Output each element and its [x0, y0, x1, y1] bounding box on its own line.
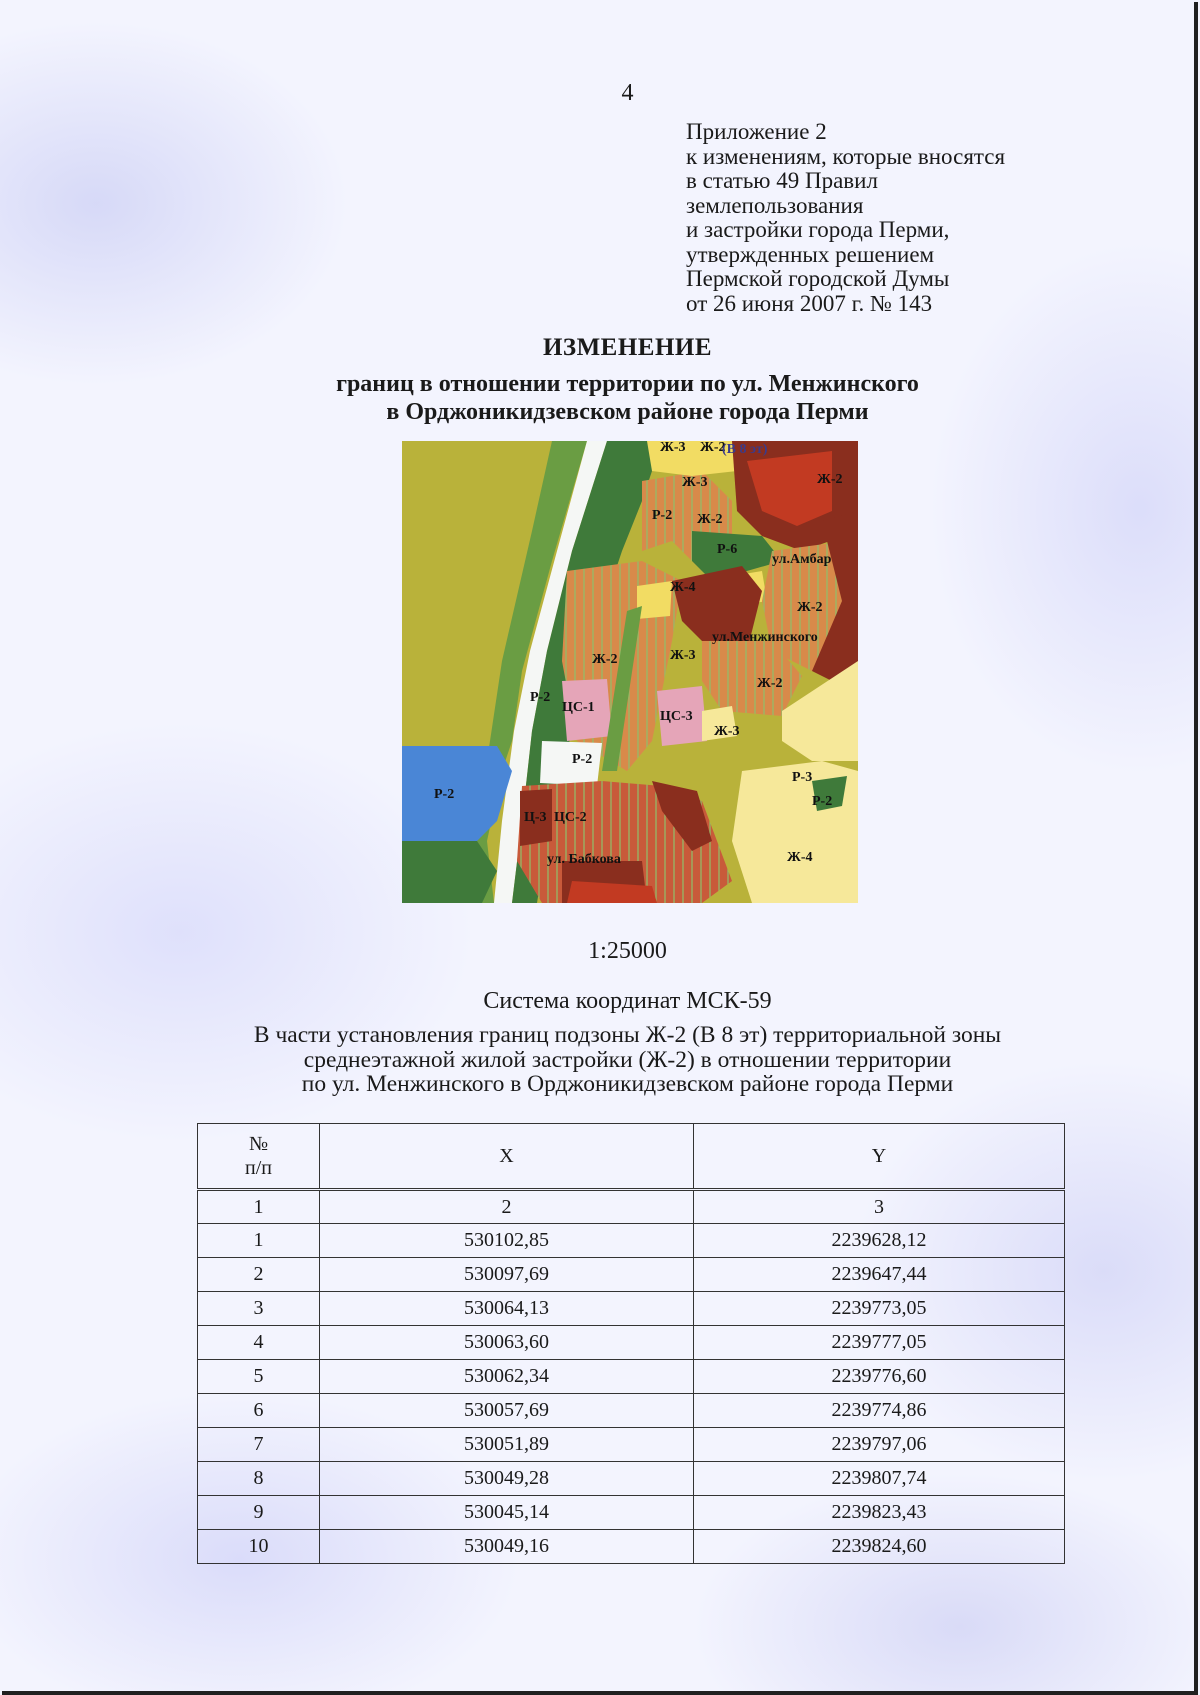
appendix-line: Приложение 2 — [686, 119, 827, 144]
page-number: 4 — [621, 80, 634, 106]
subtitle-line: границ в отношении территории по ул. Менжинского — [336, 371, 919, 397]
appendix-line: от 26 июня 2007 г. № 143 — [686, 290, 933, 316]
cell-y: 2239807,74 — [694, 1462, 1065, 1496]
zone-zh3-central — [637, 581, 672, 619]
table-row — [198, 1258, 1065, 1292]
document-title: ИЗМЕНЕНИЕ — [542, 334, 713, 361]
map-label-zh2: Ж-2 — [700, 441, 726, 455]
map-label-cs3: ЦС-3 — [660, 709, 693, 724]
table-header-row — [198, 1124, 1065, 1190]
appendix-line: к изменениям, которые вносятся — [686, 143, 1006, 169]
header-y: Y — [694, 1124, 1065, 1190]
cell-number: 5 — [198, 1360, 320, 1394]
cell-number: 7 — [198, 1428, 320, 1462]
table-row — [198, 1360, 1065, 1394]
appendix-line: землепользования — [686, 192, 864, 218]
description-line: В части установления границ подзоны Ж-2 (В 8 эт) территориальной зоны — [253, 1022, 1002, 1048]
map-label-r3: Р-3 — [792, 770, 813, 785]
table-index-row — [198, 1190, 1065, 1224]
header-number — [198, 1124, 320, 1190]
map-label-r2: Р-2 — [652, 508, 673, 523]
header-number-symbol: № — [248, 1133, 269, 1155]
cell-y: 2239797,06 — [694, 1428, 1065, 1462]
map-label-zh3: Ж-3 — [682, 475, 708, 490]
map-label-zh2-b8: (В 8 эт) — [722, 442, 768, 457]
cell-x: 530049,28 — [320, 1462, 694, 1496]
appendix-line: в статью 49 Правил — [686, 168, 878, 193]
cell-x: 530063,60 — [320, 1326, 694, 1360]
cell-number: 3 — [198, 1292, 320, 1326]
map-label-r2: Р-2 — [434, 787, 455, 802]
appendix-line: и застройки города Перми, — [686, 217, 950, 242]
cell-y: 2239774,86 — [694, 1394, 1065, 1428]
table-row — [198, 1224, 1065, 1258]
cell-y: 2239773,05 — [694, 1292, 1065, 1326]
cell-x: 530097,69 — [320, 1258, 694, 1292]
map-label-r6: Р-6 — [717, 542, 738, 557]
map-label-cs2: ЦС-2 — [554, 810, 587, 825]
cell-x: 530045,14 — [320, 1496, 694, 1530]
map-label-street-ambar: ул.Амбар — [772, 552, 832, 567]
map-label-zh3: Ж-3 — [670, 648, 696, 663]
zoning-map — [402, 441, 858, 903]
cell-x: 530102,85 — [320, 1224, 694, 1258]
cell-number: 4 — [198, 1326, 320, 1360]
cell-x: 530064,13 — [320, 1292, 694, 1326]
subtitle-line: в Орджоникидзевском районе города Перми — [386, 399, 869, 425]
map-label-zh3: Ж-3 — [714, 724, 740, 739]
cell-y: 2239823,43 — [694, 1496, 1065, 1530]
index-cell: 3 — [694, 1190, 1065, 1224]
appendix-line: Пермской городской Думы — [686, 266, 950, 291]
boundary-description — [0, 1023, 1200, 1097]
coordinates-table — [197, 1123, 1065, 1564]
index-cell: 2 — [320, 1190, 694, 1224]
map-label-r2: Р-2 — [530, 690, 551, 705]
cell-number: 8 — [198, 1462, 320, 1496]
map-label-street-menzh: ул.Менжинского — [712, 630, 818, 645]
cell-x: 530057,69 — [320, 1394, 694, 1428]
table-row — [198, 1292, 1065, 1326]
map-label-zh2: Ж-2 — [817, 472, 843, 487]
zone-green-southwest — [402, 841, 497, 903]
cell-x: 530049,16 — [320, 1530, 694, 1564]
map-label-zh2: Ж-2 — [757, 676, 783, 691]
table-row — [198, 1394, 1065, 1428]
cell-number: 10 — [198, 1530, 320, 1564]
map-scale: 1:25000 — [588, 938, 667, 964]
appendix-note — [686, 120, 1106, 316]
cell-x: 530062,34 — [320, 1360, 694, 1394]
table-row — [198, 1462, 1065, 1496]
document-subtitle — [0, 370, 1200, 426]
coordinate-system: Система координат МСК-59 — [483, 988, 772, 1014]
map-label-street-babkova: ул. Бабкова — [547, 852, 621, 867]
cell-y: 2239628,12 — [694, 1224, 1065, 1258]
header-x: X — [320, 1124, 694, 1190]
table-row — [198, 1530, 1065, 1564]
header-number-label: п/п — [245, 1157, 272, 1179]
map-label-zh3: Ж-3 — [660, 441, 686, 455]
description-line: по ул. Менжинского в Орджоникидзевском районе города Перми — [301, 1071, 954, 1097]
appendix-line: утвержденных решением — [686, 241, 935, 267]
map-label-zh2: Ж-2 — [797, 600, 823, 615]
map-label-zh4: Ж-4 — [787, 850, 813, 865]
cell-number: 2 — [198, 1258, 320, 1292]
cell-number: 1 — [198, 1224, 320, 1258]
map-label-c3: Ц-3 — [524, 810, 547, 825]
map-label-zh2: Ж-2 — [592, 652, 618, 667]
table-row — [198, 1428, 1065, 1462]
map-label-zh2: Ж-2 — [697, 512, 723, 527]
map-label-r2: Р-2 — [572, 752, 593, 767]
cell-y: 2239647,44 — [694, 1258, 1065, 1292]
zone-r6-white — [540, 741, 602, 786]
map-label-zh4: Ж-4 — [670, 580, 696, 595]
cell-number: 9 — [198, 1496, 320, 1530]
table-row — [198, 1326, 1065, 1360]
cell-y: 2239824,60 — [694, 1530, 1065, 1564]
cell-x: 530051,89 — [320, 1428, 694, 1462]
index-cell: 1 — [198, 1190, 320, 1224]
cell-y: 2239776,60 — [694, 1360, 1065, 1394]
zoning-map-image — [402, 441, 858, 903]
table-row — [198, 1496, 1065, 1530]
cell-number: 6 — [198, 1394, 320, 1428]
description-line: среднеэтажной жилой застройки (Ж-2) в отношении территории — [303, 1046, 952, 1073]
map-label-cs1: ЦС-1 — [562, 700, 595, 715]
cell-y: 2239777,05 — [694, 1326, 1065, 1360]
map-label-r2: Р-2 — [812, 794, 833, 809]
